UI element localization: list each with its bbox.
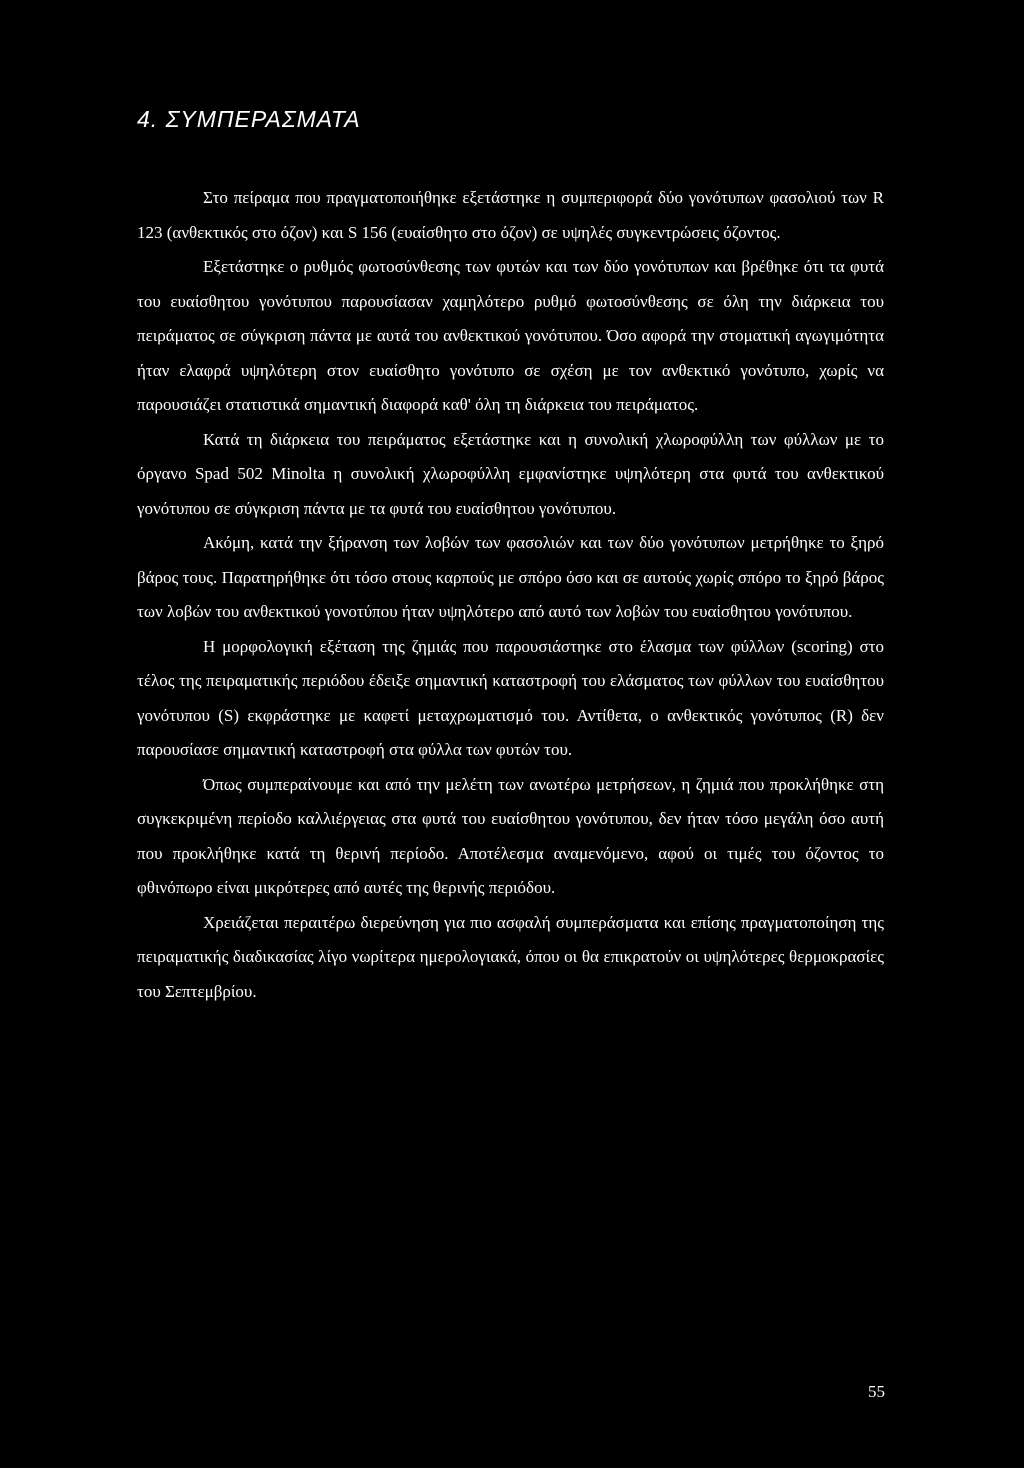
page-number: 55 <box>868 1382 885 1401</box>
conclusions-body <box>137 181 884 1009</box>
section-heading: 4. ΣΥΜΠΕΡΑΣΜΑΤΑ <box>137 106 361 132</box>
paragraph-leaf-damage: Η μορφολογική εξέταση της ζημιάς που παρουσιάστηκε στο έλασμα των φύλλων (scoring) στο τέλος της πειραματικής περιόδου έδειξε σημαντική καταστροφή του ελάσματος των φύλλων του ευαίσθητου γονότυπου (S) εκφράστηκε με καφετί μεταχρωματισμό του. Αντίθετα, ο ανθεκτικός γονότυπος (R) δεν παρουσίασε σημαντική καταστροφή στα φύλλα των φυτών του. <box>137 636 884 759</box>
paragraph-seasonal-comparison: Όπως συμπεραίνουμε και από την μελέτη των ανωτέρω μετρήσεων, η ζημιά που προκλήθηκε στη συγκεκριμένη περίοδο καλλιέργειας στα φυτά του ευαίσθητου γονότυπου, δεν ήταν τόσο μεγάλη όσο αυτή που προκλήθηκε κατά τη θερινή περίοδο. Αποτέλεσμα αναμενόμενο, αφού οι τιμές του όζοντος το φθινόπωρο είναι μικρότερες από αυτές της θερινής περιόδου. <box>137 774 884 897</box>
paragraph-photosynthesis: Εξετάστηκε ο ρυθμός φωτοσύνθεσης των φυτών και των δύο γονότυπων και βρέθηκε ότι τα φυτά του ευαίσθητου γονότυπου παρουσίασαν χαμηλότερο ρυθμό φωτοσύνθεσης σε όλη την διάρκεια του πειράματος σε σύγκριση πάντα με αυτά του ανθεκτικού γονότυπου. Όσο αφορά την στοματική αγωγιμότητα ήταν ελαφρά υψηλότερη στον ευαίσθητο γονότυπο σε σχέση με τον ανθεκτικό γονότυπο, χωρίς να παρουσιάζει στατιστικά σημαντική διαφορά καθ' όλη τη διάρκεια του πειράματος. <box>137 257 884 414</box>
paragraph-dry-weight: Ακόμη, κατά την ξήρανση των λοβών των φασολιών και των δύο γονότυπων μετρήθηκε το ξηρό βάρος τους. Παρατηρήθηκε ότι τόσο στους καρπούς με σπόρο όσο και σε αυτούς χωρίς σπόρο το ξηρό βάρος των λοβών του ανθεκτικού γονοτύπου ήταν υψηλότερο από αυτό των λοβών του ευαίσθητου γονότυπου. <box>137 533 884 621</box>
paragraph-further-research: Χρειάζεται περαιτέρω διερεύνηση για πιο ασφαλή συμπεράσματα και επίσης πραγματοποίηση της πειραματικής διαδικασίας λίγο νωρίτερα ημερολογιακά, όπου οι θα επικρατούν οι υψηλότερες θερμοκρασίες του Σεπτεμβρίου. <box>137 912 884 1001</box>
paragraph-experiment-summary: Στο πείραμα που πραγματοποιήθηκε εξετάστηκε η συμπεριφορά δύο γονότυπων φασολιού των R 123 (ανθεκτικός στο όζον) και S 156 (ευαίσθητο στο όζον) σε υψηλές συγκεντρώσεις όζοντος. <box>137 188 884 242</box>
paragraph-chlorophyll: Κατά τη διάρκεια του πειράματος εξετάστηκε και η συνολική χλωροφύλλη των φύλλων με το όργανο Spad 502 Minolta η συνολική χλωροφύλλη εμφανίστηκε υψηλότερη στα φυτά του ανθεκτικού γονότυπου σε σύγκριση πάντα με τα φυτά του ευαίσθητου γονότυπου. <box>137 429 884 518</box>
